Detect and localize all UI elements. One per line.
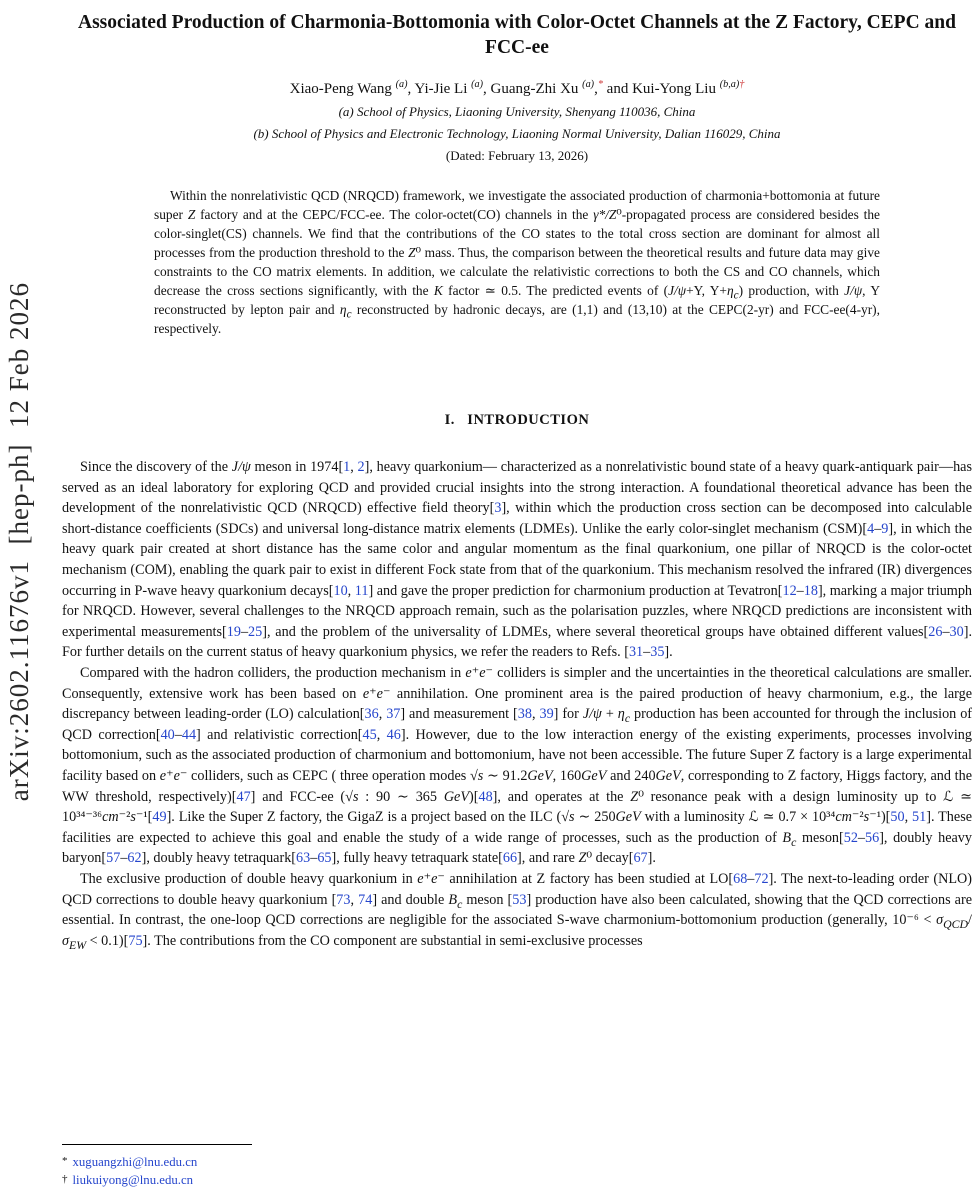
- citation-link[interactable]: 47: [236, 788, 251, 805]
- footnote-author-1: [62, 1153, 972, 1172]
- citation-link[interactable]: 57: [106, 850, 121, 867]
- citation-link[interactable]: 25: [248, 623, 263, 640]
- citation-link[interactable]: 49: [152, 809, 167, 826]
- intro-paragraph-1: Since the discovery of the J/ψ meson in 1974[1, 2], heavy quarkonium— characterized as a nonrelativistic bound state of a heavy quark-antiquark pair—has served as an ideal laboratory for exploring QCD and provided crucial insights into the strong interaction. A foundational theoretical advance has been the development of the nonrelativistic QCD (NRQCD) effective field theory[3], within which the production cross section can be decomposed into calculable short-distance coefficients (SDCs) and universal long-distance matrix elements (LDMEs). Unlike the early color-singlet mechanism (CSM)[4–9], in which the heavy quark pair created at short distance has the same color and angular momentum as the final quarkonium, one pillar of NRQCD is the color-octet mechanism (COM), enabling the quark pair to exist in different Fock state from that of the quarkonium. This mechanism resolved the infrared (IR) divergences occurring in P-wave heavy quarkonium decays[10, 11] and gave the proper prediction for charmonium production at Tevatron[12–18], marking a major triumph for NRQCD. However, several challenges to the NRQCD approach remain, such as the polarisation puzzles, where NRQCD predictions are inconsistent with experimental measurements[19–25], and the problem of the universality of LDMEs, where several theoretical groups have obtained different values[26–30]. For further details on the current status of heavy quarkonium physics, we refer the readers to Refs. [31–35].: [62, 459, 973, 661]
- arxiv-watermark: arXiv:2602.11676v1 [hep-ph] 12 Feb 2026: [4, 282, 34, 802]
- citation-link[interactable]: 74: [358, 891, 373, 908]
- footnote-email-link-1[interactable]: xuguangzhi@lnu.edu.cn: [72, 1154, 198, 1169]
- citation-link[interactable]: 53: [512, 891, 527, 908]
- footnotes: [62, 1138, 972, 1200]
- intro-paragraph-2: Compared with the hadron colliders, the production mechanism in e⁺e⁻ colliders is simpler and the uncertainties in the theoretical calculations are smaller. Consequently, extensive work has been based on e⁺e⁻ annihilation. One prominent area is the paired production of heavy charmonium, e.g., the large discrepancy between leading-order (LO) calculation[36, 37] and measurement [38, 39] for $J/\psi + \eta_c$ production has been accounted for through the inclusion of QCD correction[40–44] and relativistic correction[45, 46]. However, due to the low interaction energy of the existing experiments, processes involving bottomonium, such as the associated production of charmonium and bottomonium, have not been accessible. The future Super Z factory is a large experimental facility based on e⁺e⁻ colliders, such as CEPC ( three operation modes √s ∼ 91.2GeV, 160GeV and 240GeV, corresponding to Z factory, Higgs factory, and the WW threshold, respectively)[47] and FCC-ee (√s : 90 ∼ 365 GeV)[48], and operates at the Z⁰ resonance peak with a design luminosity up to ℒ ≃ 10³⁴⁻³⁶cm⁻²s⁻¹[49]. Like the Super Z factory, the GigaZ is a project based on the ILC (√s ∼ 250GeV with a luminosity ℒ ≃ 0.7 × 10³⁴cm⁻²s⁻¹)[50, 51]. These facilities are expected to achieve this goal and enable the study of a wide range of processes, such as the production of $B_c$ meson[52–56], doubly heavy baryon[57–62], doubly heavy tetraquark[63–65], fully heavy tetraquark state[66], and rare Z⁰ decay[67].: [62, 664, 973, 867]
- citation-link[interactable]: 68: [733, 870, 748, 887]
- citation-link[interactable]: 63: [296, 850, 311, 867]
- citation-link[interactable]: 44: [181, 726, 197, 743]
- footnote-marker-dagger: †: [62, 1173, 68, 1186]
- introduction-body: [62, 457, 972, 951]
- citation-link[interactable]: 45: [362, 726, 377, 743]
- citation-link[interactable]: 31: [628, 644, 644, 661]
- citation-link[interactable]: 75: [128, 932, 143, 949]
- citation-link[interactable]: 18: [803, 582, 818, 599]
- footnote-rule: [62, 1144, 252, 1145]
- citation-link[interactable]: 72: [754, 870, 769, 887]
- citation-link[interactable]: 50: [890, 809, 905, 826]
- citation-link[interactable]: 56: [865, 829, 880, 846]
- citation-link[interactable]: 10: [333, 582, 348, 599]
- citation-link[interactable]: 73: [336, 891, 351, 908]
- citation-link[interactable]: 1: [343, 459, 351, 476]
- date-line: (Dated: February 13, 2026): [445, 147, 589, 163]
- citation-link[interactable]: 52: [843, 829, 858, 846]
- citation-link[interactable]: 62: [127, 850, 142, 867]
- citation-link[interactable]: 35: [650, 644, 665, 661]
- abstract-text: Within the nonrelativistic QCD (NRQCD) framework, we investigate the associated production of charmonia+bottomonia at future super Z factory and at the CEPC/FCC-ee. The color-octet(CO) channels in the γ*/Z⁰-propagated process are considered besides the color-singlet(CS) channels. We find that the contributions of the CO states to the total cross section are dominant for almost all processes from the production threshold to the Z⁰ mass. Thus, the comparison between the theoretical results and future data may give constraints to the CO matrix elements. In addition, we calculate the relativistic corrections to both the CS and CO channels, which decrease the cross sections significantly, with the K factor ≃ 0.5. The predicted events of (J/ψ+Υ, $\Upsilon+\eta_c$) production, with J/ψ, Υ reconstructed by lepton pair and $\eta_c$ reconstructed by hadronic decays, are (1,1) and (13,10) at the CEPC(2-yr) and FCC-ee(4-yr), respectively.: [154, 187, 881, 336]
- citation-link[interactable]: 19: [226, 623, 241, 640]
- footnote-author-2: [62, 1171, 972, 1190]
- citation-link[interactable]: 12: [782, 582, 797, 599]
- citation-link[interactable]: 46: [386, 726, 401, 743]
- citation-link[interactable]: 65: [317, 850, 332, 867]
- citation-link[interactable]: 48: [478, 788, 493, 805]
- section-heading-introduction: I. INTRODUCTION: [444, 412, 590, 429]
- citation-link[interactable]: 39: [539, 706, 554, 723]
- footnote-marker: *: [597, 78, 603, 90]
- citation-link[interactable]: 36: [364, 706, 379, 723]
- footnote-email-link-2[interactable]: liukuiyong@lnu.edu.cn: [72, 1173, 194, 1188]
- citation-link[interactable]: 26: [928, 623, 943, 640]
- affiliation-a: (a) School of Physics, Liaoning University, Shenyang 110036, China: [338, 103, 696, 119]
- citation-link[interactable]: 67: [633, 850, 648, 867]
- footnote-marker: †: [739, 78, 745, 90]
- citation-link[interactable]: 9: [881, 520, 889, 537]
- intro-paragraph-3: The exclusive production of double heavy quarkonium in e⁺e⁻ annihilation at Z factory has been studied at LO[68–72]. The next-to-leading order (NLO) QCD corrections to double heavy quarkonium [73, 74] and double $B_c$ meson [53] production have also been calculated, showing that the QCD corrections are essential. In contrast, the one-loop QCD corrections are negligible for the associated S-wave charmonium-bottomonium production (generally, $10^{-6} < \sigma_{QCD}/\sigma_{EW} < 0.1)[75]$. The contributions from the CO component are substantial in semi-exclusive processes: [62, 870, 972, 952]
- paper-title: Associated Production of Charmonia-Bottomonia with Color-Octet Channels at the Z Factory, CEPC and FCC-ee: [77, 12, 956, 59]
- citation-link[interactable]: 11: [354, 582, 369, 599]
- citation-link[interactable]: 40: [160, 726, 175, 743]
- citation-link[interactable]: 30: [949, 623, 964, 640]
- citation-link[interactable]: 2: [357, 459, 365, 476]
- paper-content: [62, 0, 972, 951]
- citation-link[interactable]: 37: [386, 706, 401, 723]
- citation-link[interactable]: 66: [502, 850, 518, 867]
- affiliation-b: (b) School of Physics and Electronic Technology, Liaoning Normal University, Dalian 116029, China: [253, 126, 781, 142]
- citation-link[interactable]: 3: [494, 500, 502, 517]
- citation-link[interactable]: 38: [517, 706, 532, 723]
- author-line: Xiao-Peng Wang $^{(a)}$, Yi-Jie Li $^{(a)}$, Guang-Zhi Xu $^{(a)}$,* and Kui-Yong Liu $^{(b,a)\dagger}$: [289, 78, 745, 97]
- citation-link[interactable]: 4: [867, 520, 875, 537]
- citation-link[interactable]: 51: [912, 809, 927, 826]
- footnote-marker-asterisk: *: [62, 1154, 68, 1167]
